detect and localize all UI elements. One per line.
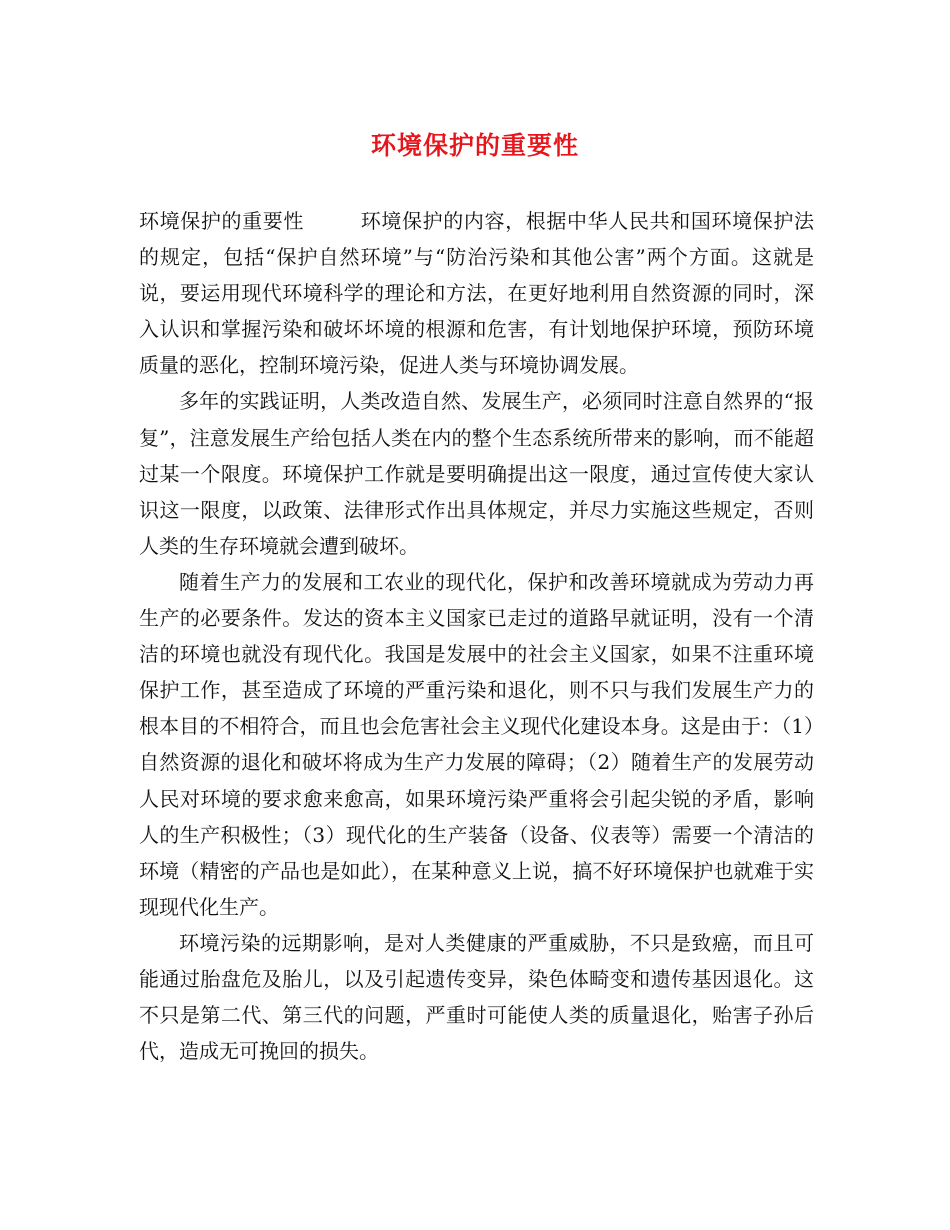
paragraph-4: 环境污染的远期影响，是对人类健康的严重威胁，不只是致癌，而且可能通过胎盘危及胎儿，以及引起遗传变异，染色体畸变和遗传基因退化。这不只是第二代、第三代的问题，严重时可能使人类的质量退化，贻害子孙后代，造成无可挽回的损失。	[139, 930, 814, 1064]
document-title: 环境保护的重要性	[370, 131, 579, 160]
paragraph-1	[139, 203, 814, 383]
paragraph-3: 随着生产力的发展和工农业的现代化，保护和改善环境就成为劳动力再生产的必要条件。发达的资本主义国家已走过的道路早就证明，没有一个清洁的环境也就没有现代化。我国是发展中的社会主义国家，如果不注重环境保护工作，甚至造成了环境的严重污染和退化，则不只与我们发展生产力的根本目的不相符合，而且也会危害社会主义现代化建设本身。这是由于：（1）自然资源的退化和破坏将成为生产力发展的障碍；（2）随着生产的发展劳动人民对环境的要求愈来愈高，如果环境污染严重将会引起尖锐的矛盾，影响人的生产积极性；（3）现代化的生产装备（设备、仪表等）需要一个清洁的环境（精密的产品也是如此），在某种意义上说，搞不好环境保护也就难于实现现代化生产。	[139, 569, 814, 919]
paragraph-2: 多年的实践证明，人类改造自然、发展生产，必须同时注意自然界的“报复”，注意发展生产给包括人类在内的整个生态系统所带来的影响，而不能超过某一个限度。环境保护工作就是要明确提出这一限度，通过宣传使大家认识这一限度，以政策、法律形式作出具体规定，并尽力实施这些规定，否则人类的生存环境就会遭到破坏。	[139, 389, 814, 558]
paragraph-1-text: 环境保护的内容，根据中华人民共和国环境保护法的规定，包括“保护自然环境”与“防治污染和其他公害”两个方面。这就是说，要运用现代环境科学的理论和方法，在更好地利用自然资源的同时，深入认识和掌握污染和破坏坏境的根源和危害，有计划地保护环境，预防环境质量的恶化，控制环境污染，促进人类与环境协调发展。	[139, 209, 815, 378]
lead-heading: 环境保护的重要性	[139, 209, 305, 233]
document-body	[139, 203, 814, 1069]
